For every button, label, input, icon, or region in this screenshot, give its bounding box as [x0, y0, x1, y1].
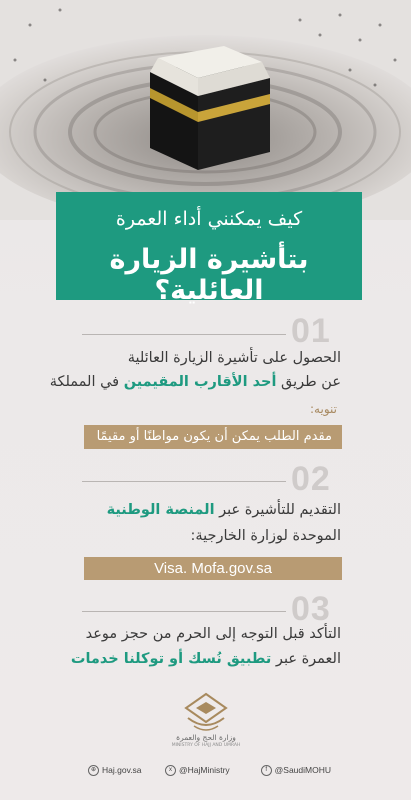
step-3-divider [82, 611, 286, 612]
step-3-highlight: تطبيق نُسك أو توكلنا خدمات [70, 651, 272, 667]
kaaba-hero-image [0, 0, 411, 220]
footer-x-handle[interactable]: x @HajMinistry [165, 765, 230, 776]
title-line-1: كيف يمكنني أداء العمرة [115, 208, 303, 230]
ministry-name-en: MINISTRY OF HAJJ AND UMRAH [171, 743, 241, 748]
step-1-number: 01 [291, 312, 331, 350]
footer-website[interactable]: ⊕ Haj.gov.sa [88, 765, 142, 776]
visa-url[interactable]: Visa. Mofa.gov.sa [154, 560, 272, 577]
step-3-number: 03 [291, 590, 331, 628]
globe-icon: ⊕ [88, 765, 99, 776]
step-3-line-1: التأكد قبل التوجه إلى الحرم من حجز موعد [85, 626, 341, 642]
step-1-highlight: أحد الأقارب المقيمين [123, 374, 277, 390]
url-bar[interactable] [84, 557, 342, 580]
step-2-line-2: الموحدة لوزارة الخارجية: [190, 528, 341, 544]
step-2-line-1: التقديم للتأشيرة عبر المنصة الوطنية [106, 502, 341, 518]
step-2-divider [82, 481, 286, 482]
footer-social-handle[interactable]: f @SaudiMOHU [261, 765, 331, 776]
x-icon: x [165, 765, 176, 776]
title-line-2: بتأشيرة الزيارة العائلية؟ [109, 244, 309, 306]
notice-label: تنويه: [310, 402, 337, 416]
title-banner [56, 192, 362, 306]
notice-bar [84, 425, 342, 449]
ministry-name: وزارة الحج والعمرة [176, 733, 236, 742]
step-2-number: 02 [291, 460, 331, 498]
step-1-line-2: عن طريق أحد الأقارب المقيمين في المملكة [49, 374, 341, 390]
step-1-divider [82, 334, 286, 335]
step-1-line-1: الحصول على تأشيرة الزيارة العائلية [127, 350, 341, 366]
social-icons: f [261, 765, 272, 776]
step-3-line-2: العمرة عبر تطبيق نُسك أو توكلنا خدمات [70, 651, 341, 667]
step-2-highlight: المنصة الوطنية [106, 502, 215, 518]
notice-text: مقدم الطلب يمكن أن يكون مواطنًا أو مقيمًا [96, 429, 332, 444]
